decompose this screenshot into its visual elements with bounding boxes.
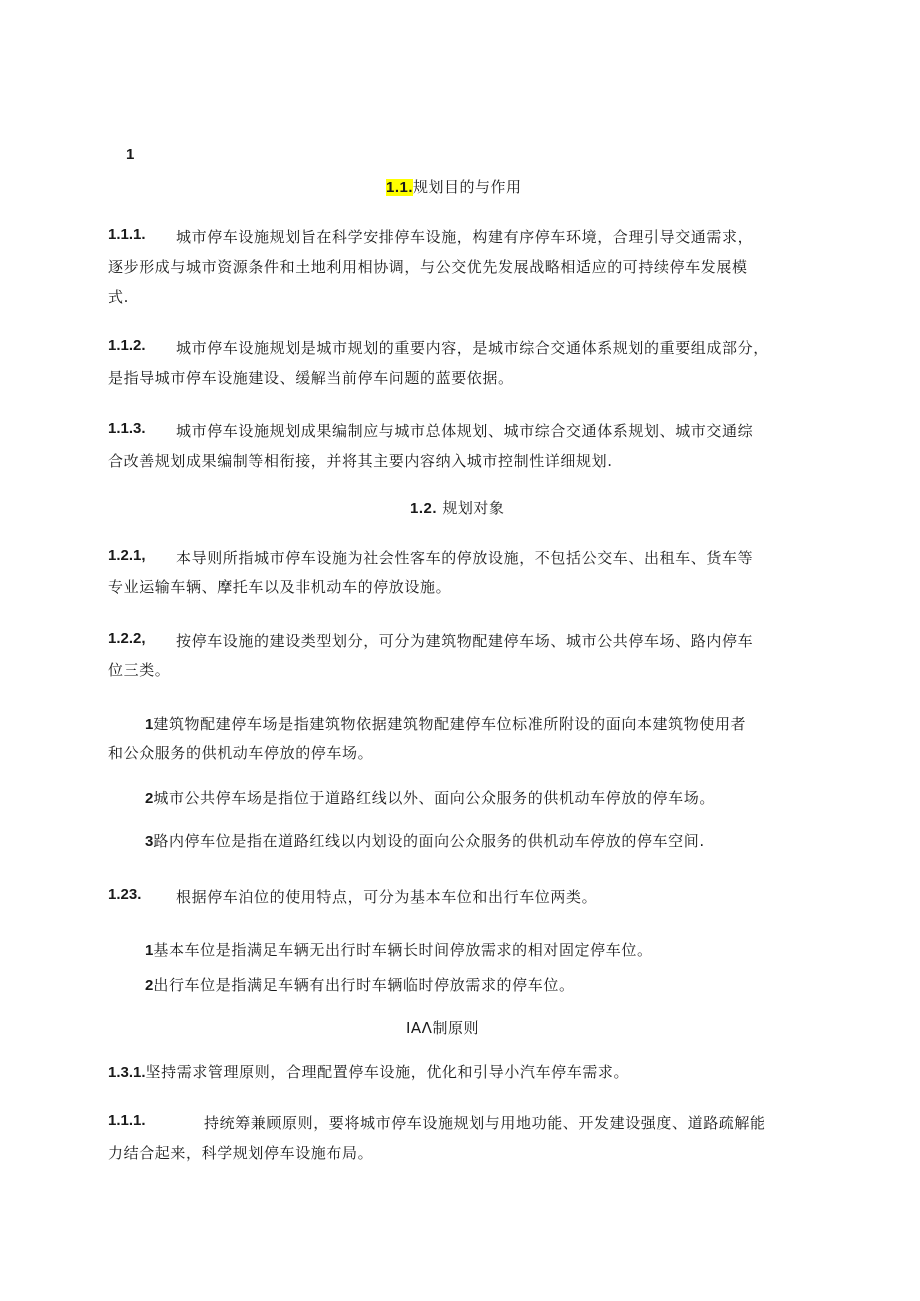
paragraph-number: 1.2.2,: [108, 630, 146, 647]
paragraph-line: 力结合起来，科学规划停车设施布局。: [108, 1144, 374, 1162]
section-heading-1-2: [410, 497, 504, 518]
list-item-number: 3: [145, 833, 154, 850]
list-item-number: 1: [145, 716, 154, 733]
paragraph-line: 城市停车设施规划是城市规划的重要内容，是城市综合交通体系规划的重要组成部分，: [176, 339, 769, 357]
section-number: 1.1.: [386, 179, 414, 196]
paragraph-number: 1.1.1.: [108, 226, 146, 243]
paragraph-line: 本导则所指城市停车设施为社会性客车的停放设施，不包括公交车、出租车、货车等: [176, 549, 754, 567]
list-item-number: 1: [145, 942, 154, 959]
paragraph-number: 1.1.2.: [108, 337, 146, 354]
list-item-text: 和公众服务的供机动车停放的停车场。: [108, 744, 374, 762]
paragraph-line: 持统筹兼顾原则，要将城市停车设施规划与用地功能、开发建设强度、道路疏解能: [204, 1114, 766, 1132]
paragraph-line: 坚持需求管理原则，合理配置停车设施，优化和引导小汽车停车需求。: [145, 1063, 630, 1081]
section-title: 规划目的与作用: [413, 178, 522, 196]
section-number: 1.2.: [410, 500, 438, 517]
list-item-number: 2: [145, 977, 154, 994]
paragraph-line: 位三类。: [108, 661, 171, 679]
list-item-text: 建筑物配建停车场是指建筑物依据建筑物配建停车位标准所附设的面向本建筑物使用者: [153, 715, 747, 733]
section-heading-1-1: [386, 176, 522, 197]
paragraph-number: 1.3.1.: [108, 1064, 146, 1081]
paragraph-number: 1.23.: [108, 886, 142, 903]
paragraph-line: 式.: [108, 288, 129, 306]
list-item-number: 2: [145, 790, 154, 807]
list-item-text: 基本车位是指满足车辆无出行时车辆长时间停放需求的相对固定停车位。: [153, 941, 653, 959]
list-item-text: 城市公共停车场是指位于道路红线以外、面向公众服务的供机动车停放的停车场。: [153, 789, 715, 807]
paragraph-number: 1.2.1,: [108, 547, 146, 564]
list-item: [145, 830, 705, 851]
paragraph-line: 按停车设施的建设类型划分，可分为建筑物配建停车场、城市公共停车场、路内停车: [176, 632, 754, 650]
list-item: [145, 713, 746, 734]
paragraph-line: 城市停车设施规划旨在科学安排停车设施，构建有序停车环境，合理引导交通需求，: [176, 228, 754, 246]
paragraph: [108, 1061, 629, 1082]
section-heading-1-3: IAΛ制原则: [406, 1019, 479, 1037]
list-item-text: 路内停车位是指在道路红线以内划设的面向公众服务的供机动车停放的停车空间.: [153, 832, 705, 850]
list-item-text: 出行车位是指满足车辆有出行时车辆临时停放需求的停车位。: [153, 976, 575, 994]
paragraph-line: 专业运输车辆、摩托车以及非机动车的停放设施。: [108, 578, 452, 596]
paragraph-line: 合改善规划成果编制等相衔接，并将其主要内容纳入城市控制性详细规划.: [108, 452, 613, 470]
chapter-number: 1: [126, 146, 135, 163]
paragraph-number: 1.1.3.: [108, 420, 146, 437]
list-item: [145, 939, 653, 960]
paragraph-line: 是指导城市停车设施建设、缓解当前停车问题的蓝要依据。: [108, 369, 514, 387]
paragraph-line: 城市停车设施规划成果编制应与城市总体规划、城市综合交通体系规划、城市交通综: [176, 422, 754, 440]
paragraph-line: 根据停车泊位的使用特点，可分为基本车位和出行车位两类。: [176, 888, 598, 906]
paragraph-number: 1.1.1.: [108, 1112, 146, 1129]
section-title: 规划对象: [442, 499, 505, 517]
paragraph-line: 逐步形成与城市资源条件和土地利用相协调，与公交优先发展战略相适应的可持续停车发展模: [108, 258, 748, 276]
list-item: [145, 787, 715, 808]
list-item: [145, 974, 575, 995]
